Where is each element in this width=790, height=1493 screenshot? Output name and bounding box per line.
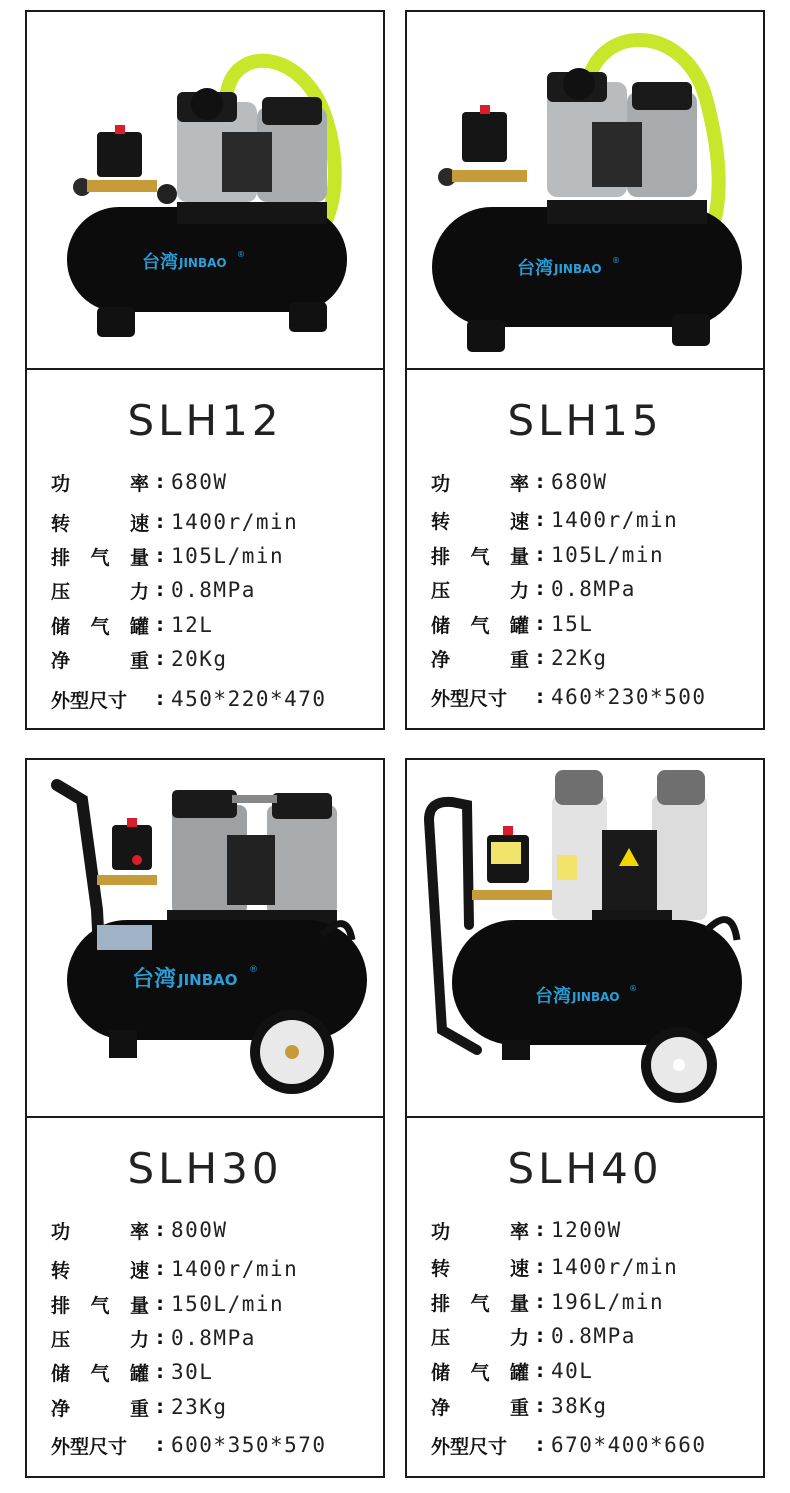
spec-label-size: 外型尺寸 bbox=[431, 1435, 508, 1458]
spec-row-weight: 净 重 : 22Kg bbox=[431, 646, 608, 671]
spec-value-tank: 30L bbox=[171, 1360, 214, 1384]
product-card-slh15 bbox=[405, 10, 765, 730]
spec-value-pressure: 0.8MPa bbox=[171, 578, 256, 602]
spec-row-weight: 净 重 : 23Kg bbox=[51, 1395, 228, 1420]
air-compressor-image bbox=[27, 760, 383, 1116]
spec-label-size: 外型尺寸 bbox=[51, 689, 128, 712]
svg-text:®: ® bbox=[612, 256, 620, 265]
spec-label-size: 外型尺寸 bbox=[51, 1435, 128, 1458]
svg-text:JINBAO: JINBAO bbox=[554, 262, 602, 276]
spec-label-flow: 排 气 量 bbox=[431, 1292, 529, 1315]
spec-label-tank: 储 气 罐 bbox=[51, 615, 149, 638]
model-name: SLH40 bbox=[507, 1144, 663, 1193]
spec-label-speed: 转 速 bbox=[51, 512, 149, 535]
spec-row-speed: 转 速 : 1400r/min bbox=[431, 1255, 679, 1280]
spec-row-pressure: 压 力 : 0.8MPa bbox=[431, 577, 636, 602]
svg-text:台湾: 台湾 bbox=[132, 967, 177, 992]
air-compressor-image bbox=[407, 760, 763, 1116]
svg-text:JINBAO: JINBAO bbox=[179, 256, 227, 270]
spec-label-size: 外型尺寸 bbox=[431, 687, 508, 710]
spec-row-flow: 排 气 量 : 105L/min bbox=[431, 543, 665, 568]
model-name: SLH12 bbox=[127, 396, 283, 445]
spec-label-weight: 净 重 bbox=[51, 649, 149, 672]
spec-value-size: 670*400*660 bbox=[551, 1433, 707, 1457]
spec-label-power: 功 率 bbox=[51, 472, 149, 495]
spec-value-weight: 20Kg bbox=[171, 647, 228, 671]
product-card-slh30 bbox=[25, 758, 385, 1478]
svg-text:台湾: 台湾 bbox=[517, 258, 553, 279]
spec-row-flow: 排 气 量 : 105L/min bbox=[51, 544, 285, 569]
spec-row-pressure: 压 力 : 0.8MPa bbox=[51, 1326, 256, 1351]
spec-row-speed: 转 速 : 1400r/min bbox=[51, 510, 299, 535]
spec-label-weight: 净 重 bbox=[431, 648, 529, 671]
spec-row-weight: 净 重 : 20Kg bbox=[51, 647, 228, 672]
spec-value-size: 460*230*500 bbox=[551, 685, 707, 709]
spec-label-tank: 储 气 罐 bbox=[431, 614, 529, 637]
spec-row-power: 功 率 : 680W bbox=[431, 470, 608, 495]
spec-value-pressure: 0.8MPa bbox=[171, 1326, 256, 1350]
spec-value-power: 680W bbox=[551, 470, 608, 494]
spec-value-flow: 105L/min bbox=[171, 544, 285, 568]
spec-value-tank: 12L bbox=[171, 613, 214, 637]
spec-row-pressure: 压 力 : 0.8MPa bbox=[431, 1324, 636, 1349]
spec-value-weight: 38Kg bbox=[551, 1394, 608, 1418]
spec-label-speed: 转 速 bbox=[51, 1259, 149, 1282]
spec-row-speed: 转 速 : 1400r/min bbox=[431, 508, 679, 533]
spec-row-size: 外型尺寸 : 460*230*500 bbox=[431, 685, 707, 710]
divider bbox=[27, 1116, 383, 1118]
spec-label-power: 功 率 bbox=[51, 1220, 149, 1243]
spec-value-size: 600*350*570 bbox=[171, 1433, 327, 1457]
product-photo bbox=[27, 760, 383, 1116]
spec-label-speed: 转 速 bbox=[431, 510, 529, 533]
spec-value-tank: 40L bbox=[551, 1359, 594, 1383]
svg-text:®: ® bbox=[629, 984, 637, 993]
spec-label-tank: 储 气 罐 bbox=[51, 1362, 149, 1385]
spec-value-flow: 105L/min bbox=[551, 543, 665, 567]
divider bbox=[27, 368, 383, 370]
spec-row-tank: 储 气 罐 : 12L bbox=[51, 613, 214, 638]
svg-text:®: ® bbox=[249, 965, 258, 975]
brand-logo-text: 台湾 bbox=[142, 252, 178, 273]
spec-value-pressure: 0.8MPa bbox=[551, 577, 636, 601]
spec-row-power: 功 率 : 680W bbox=[51, 470, 228, 495]
spec-value-speed: 1400r/min bbox=[551, 508, 679, 532]
spec-row-speed: 转 速 : 1400r/min bbox=[51, 1257, 299, 1282]
air-compressor-image bbox=[27, 12, 383, 368]
spec-value-weight: 23Kg bbox=[171, 1395, 228, 1419]
svg-text:®: ® bbox=[237, 250, 245, 259]
spec-label-tank: 储 气 罐 bbox=[431, 1361, 529, 1384]
product-card-slh40 bbox=[405, 758, 765, 1478]
spec-value-speed: 1400r/min bbox=[171, 510, 299, 534]
spec-label-flow: 排 气 量 bbox=[51, 1294, 149, 1317]
spec-label-pressure: 压 力 bbox=[51, 580, 149, 603]
spec-label-speed: 转 速 bbox=[431, 1257, 529, 1280]
spec-label-flow: 排 气 量 bbox=[431, 545, 529, 568]
spec-value-power: 1200W bbox=[551, 1218, 622, 1242]
spec-value-speed: 1400r/min bbox=[171, 1257, 299, 1281]
spec-label-weight: 净 重 bbox=[431, 1396, 529, 1419]
spec-row-pressure: 压 力 : 0.8MPa bbox=[51, 578, 256, 603]
product-photo bbox=[407, 12, 763, 368]
air-compressor-image bbox=[407, 12, 763, 368]
spec-row-power: 功 率 : 800W bbox=[51, 1218, 228, 1243]
spec-label-weight: 净 重 bbox=[51, 1397, 149, 1420]
spec-label-power: 功 率 bbox=[431, 1220, 529, 1243]
spec-row-tank: 储 气 罐 : 40L bbox=[431, 1359, 594, 1384]
spec-value-flow: 150L/min bbox=[171, 1292, 285, 1316]
spec-row-size: 外型尺寸 : 450*220*470 bbox=[51, 687, 327, 712]
divider bbox=[407, 368, 763, 370]
spec-value-weight: 22Kg bbox=[551, 646, 608, 670]
spec-value-power: 680W bbox=[171, 470, 228, 494]
spec-row-weight: 净 重 : 38Kg bbox=[431, 1394, 608, 1419]
spec-row-tank: 储 气 罐 : 30L bbox=[51, 1360, 214, 1385]
spec-label-flow: 排 气 量 bbox=[51, 546, 149, 569]
model-name: SLH30 bbox=[127, 1144, 283, 1193]
spec-row-tank: 储 气 罐 : 15L bbox=[431, 612, 594, 637]
spec-row-flow: 排 气 量 : 196L/min bbox=[431, 1290, 665, 1315]
spec-row-size: 外型尺寸 : 670*400*660 bbox=[431, 1433, 707, 1458]
svg-text:台湾: 台湾 bbox=[535, 986, 571, 1007]
model-name: SLH15 bbox=[507, 396, 663, 445]
spec-label-pressure: 压 力 bbox=[431, 1326, 529, 1349]
spec-label-power: 功 率 bbox=[431, 472, 529, 495]
spec-row-flow: 排 气 量 : 150L/min bbox=[51, 1292, 285, 1317]
spec-value-flow: 196L/min bbox=[551, 1290, 665, 1314]
divider bbox=[407, 1116, 763, 1118]
spec-value-tank: 15L bbox=[551, 612, 594, 636]
spec-row-size: 外型尺寸 : 600*350*570 bbox=[51, 1433, 327, 1458]
spec-value-pressure: 0.8MPa bbox=[551, 1324, 636, 1348]
spec-label-pressure: 压 力 bbox=[51, 1328, 149, 1351]
spec-row-power: 功 率 : 1200W bbox=[431, 1218, 622, 1243]
product-photo bbox=[407, 760, 763, 1116]
spec-label-pressure: 压 力 bbox=[431, 579, 529, 602]
svg-text:JINBAO: JINBAO bbox=[572, 990, 620, 1004]
spec-value-speed: 1400r/min bbox=[551, 1255, 679, 1279]
spec-value-size: 450*220*470 bbox=[171, 687, 327, 711]
product-photo bbox=[27, 12, 383, 368]
svg-text:JINBAO: JINBAO bbox=[178, 971, 238, 989]
spec-value-power: 800W bbox=[171, 1218, 228, 1242]
product-card-slh12 bbox=[25, 10, 385, 730]
